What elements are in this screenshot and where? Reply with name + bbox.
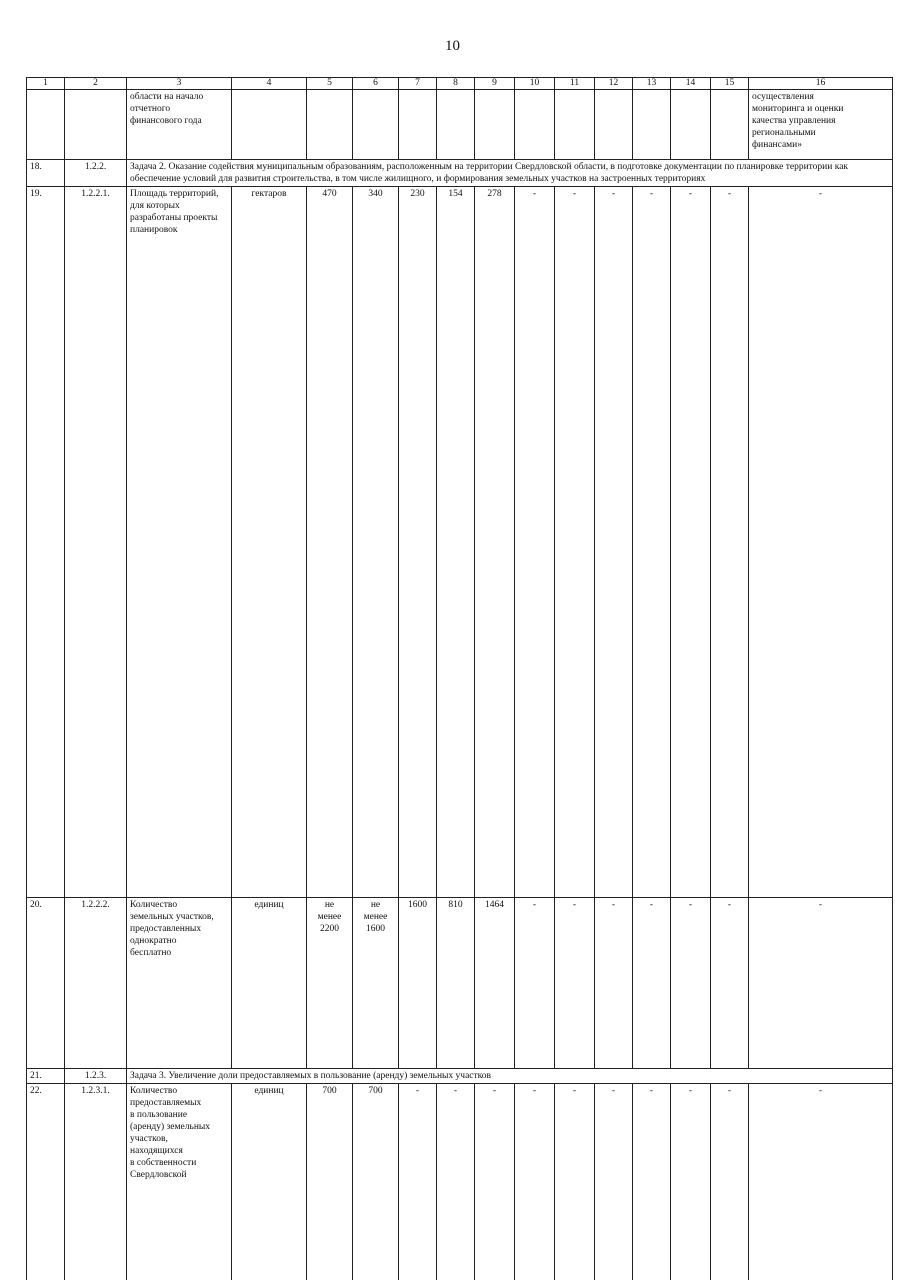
cell [711,90,749,160]
cell [307,90,353,160]
code-cell: 1.2.2.1. [65,187,127,898]
row-number-cell: 19. [27,187,65,898]
value-cell: - [671,1084,711,1280]
value-cell: - [711,898,749,1069]
value-cell: - [555,1084,595,1280]
column-header: 5 [307,78,353,90]
value-cell: 1464 [475,898,515,1069]
row-number-cell: 18. [27,160,65,187]
cell [399,90,437,160]
source-cell: осуществления мониторинга и оценки качества управления региональными финансами» [749,90,893,160]
value-cell: 810 [437,898,475,1069]
value-cell: - [711,1084,749,1280]
column-header: 12 [595,78,633,90]
row-number-cell: 22. [27,1084,65,1280]
value-cell: - [749,187,893,898]
row-number-cell: 21. [27,1069,65,1084]
indicator-name-cell: области на начало отчетного финансового года [127,90,232,160]
column-header: 3 [127,78,232,90]
indicator-name-cell: Количество земельных участков, предоставленных однократно бесплатно [127,898,232,1069]
value-cell: 700 [353,1084,399,1280]
indicator-row [27,187,893,898]
value-cell: - [711,187,749,898]
cell [515,90,555,160]
value-cell: - [749,898,893,1069]
column-header: 9 [475,78,515,90]
header-row [27,78,893,90]
column-header: 16 [749,78,893,90]
value-cell: - [555,898,595,1069]
value-cell: 230 [399,187,437,898]
cell [353,90,399,160]
unit-cell: единиц [232,1084,307,1280]
value-cell: не менее 2200 [307,898,353,1069]
value-cell: - [515,1084,555,1280]
column-header: 7 [399,78,437,90]
column-header: 6 [353,78,399,90]
code-cell: 1.2.2.2. [65,898,127,1069]
value-cell: 340 [353,187,399,898]
unit-cell: единиц [232,898,307,1069]
value-cell: - [515,898,555,1069]
value-cell: - [515,187,555,898]
cell [232,90,307,160]
code-cell: 1.2.3.1. [65,1084,127,1280]
cell [671,90,711,160]
column-header: 4 [232,78,307,90]
cell [475,90,515,160]
value-cell: не менее 1600 [353,898,399,1069]
value-cell: - [749,1084,893,1280]
indicator-name-cell: Количество предоставляемых в пользование (аренду) земельных участков, находящихся в собственности Свердловской [127,1084,232,1280]
row-number-cell: 20. [27,898,65,1069]
cell [595,90,633,160]
unit-cell: гектаров [232,187,307,898]
cell [27,90,65,160]
cell [65,90,127,160]
value-cell: - [633,898,671,1069]
column-header: 1 [27,78,65,90]
continuation-row [27,90,893,160]
cell [555,90,595,160]
page-number: 10 [0,38,905,55]
column-header: 8 [437,78,475,90]
task-text-cell: Задача 2. Оказание содействия муниципальным образованиям, расположенным на территории Свердловской области, в подготовке документации по планировке территории как обеспечение условий для развития строительства, в том числе жилищного, и формирования земельных участков на застроенных территориях [127,160,893,187]
indicator-name-cell: Площадь территорий, для которых разработаны проекты планировок [127,187,232,898]
column-header: 13 [633,78,671,90]
value-cell: 278 [475,187,515,898]
value-cell: - [633,187,671,898]
value-cell: - [633,1084,671,1280]
value-cell: - [595,1084,633,1280]
value-cell: - [595,187,633,898]
value-cell: 154 [437,187,475,898]
value-cell: - [475,1084,515,1280]
column-header: 2 [65,78,127,90]
value-cell: - [671,187,711,898]
value-cell: - [671,898,711,1069]
code-cell: 1.2.2. [65,160,127,187]
code-cell: 1.2.3. [65,1069,127,1084]
task-row [27,160,893,187]
task-text-cell: Задача 3. Увеличение доли предоставляемых в пользование (аренду) земельных участков [127,1069,893,1084]
value-cell: - [555,187,595,898]
column-header: 15 [711,78,749,90]
indicator-row [27,898,893,1069]
value-cell: 1600 [399,898,437,1069]
value-cell: - [399,1084,437,1280]
indicator-table [26,77,893,1280]
column-header: 11 [555,78,595,90]
value-cell: 700 [307,1084,353,1280]
value-cell: - [595,898,633,1069]
column-header: 14 [671,78,711,90]
value-cell: - [437,1084,475,1280]
column-header: 10 [515,78,555,90]
cell [633,90,671,160]
value-cell: 470 [307,187,353,898]
indicator-row [27,1084,893,1280]
cell [437,90,475,160]
task-row [27,1069,893,1084]
